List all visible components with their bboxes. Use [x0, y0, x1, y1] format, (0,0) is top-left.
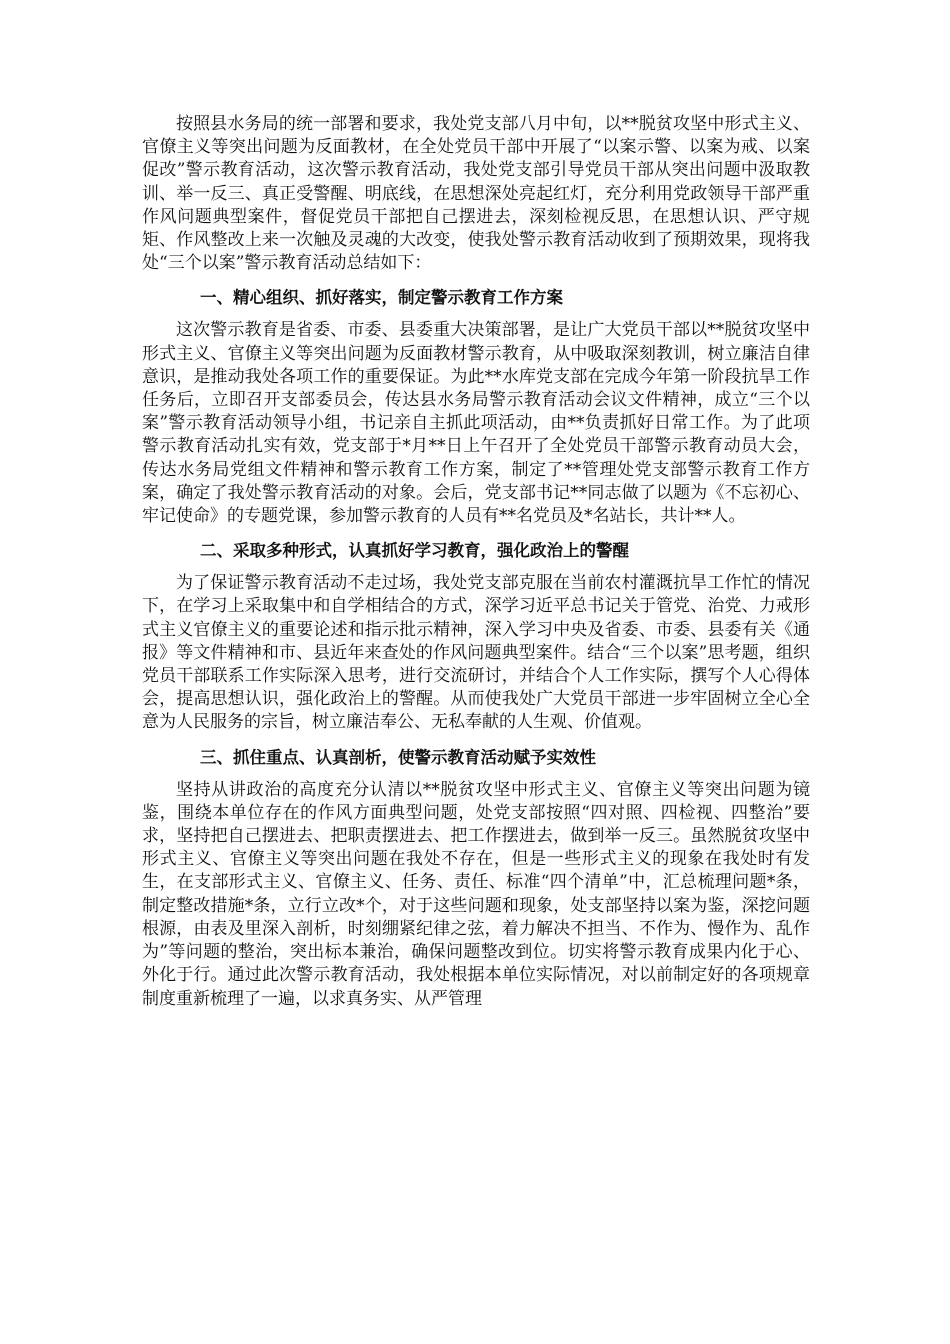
section-3-heading: 三、抓住重点、认真剖析，使警示教育活动赋予实效性 [200, 747, 596, 767]
section-1-paragraph: 这次警示教育是省委、市委、县委重大决策部署，是让广大党员干部以**脱贫攻坚中形式主义、官僚主义等突出问题为反面教材警示教育，从中吸取深刻教训，树立廉洁自律意识，是推动我处各项工作的重要保证。为此**水库党支部在完成今年第一阶段抗旱工作任务后，立即召开支部委员会，传达县水务局警示教育活动会议文件精神，成立“三个以案”警示教育活动领导小组，书记亲自主抓此项活动，由**负责抓好日常工作。为了此项警示教育活动扎实有效，党支部于*月**日上午召开了全处党员干部警示教育动员大会，传达水务局党组文件精神和警示教育工作方案，制定了**管理处党支部警示教育工作方案，确定了我处警示教育活动的对象。会后，党支部书记**同志做了以题为《不忘初心、牢记使命》的专题党课，参加警示教育的人员有**名党员及*名站长，共计**人。 [142, 320, 810, 527]
intro-paragraph: 按照县水务局的统一部署和要求，我处党支部八月中旬，以**脱贫攻坚中形式主义、官僚主义等突出问题为反面教材，在全处党员干部中开展了“以案示警、以案为戒、以案促改”警示教育活动，这次警示教育活动，我处党支部引导党员干部从突出问题中汲取教训、举一反三、真正受警醒、明底线，在思想深处亮起红灯，充分利用党政领导干部严重作风问题典型案件，督促党员干部把自己摆进去，深刻检视反思，在思想认识、严守规矩、作风整改上来一次触及灵魂的大改变，使我处警示教育活动收到了预期效果，现将我处“三个以案”警示教育活动总结如下： [142, 114, 810, 274]
document-body [142, 113, 810, 1011]
section-3-paragraph: 坚持从讲政治的高度充分认清以**脱贫攻坚中形式主义、官僚主义等突出问题为镜鉴，围绕本单位存在的作风方面典型问题，处党支部按照“四对照、四检视、四整治”要求，坚持把自己摆进去、把职责摆进去、把工作摆进去，做到举一反三。虽然脱贫攻坚中形式主义、官僚主义等突出问题在我处不存在，但是一些形式主义的现象在我处时有发生，在支部形式主义、官僚主义、任务、责任、标准“四个清单”中，汇总梳理问题*条，制定整改措施*条，立行立改*个，对于这些问题和现象，处支部坚持以案为鉴，深挖问题根源，由表及里深入剖析，时刻绷紧纪律之弦，着力解决不担当、不作为、慢作为、乱作为”等问题的整治，突出标本兼治，确保问题整改到位。切实将警示教育成果内化于心、外化于行。通过此次警示教育活动，我处根据本单位实际情况，对以前制定好的各项规章制度重新梳理了一遍，以求真务实、从严管理 [142, 779, 810, 1009]
section-2-paragraph: 为了保证警示教育活动不走过场，我处党支部克服在当前农村灌溉抗旱工作忙的情况下，在学习上采取集中和自学相结合的方式，深学习近平总书记关于管党、治党、力戒形式主义官僚主义的重要论述和指示批示精神，深入学习中央及省委、市委、县委有关《通报》等文件精神和市、县近年来查处的作风问题典型案件。结合“三个以案”思考题，组织党员干部联系工作实际深入思考，进行交流研讨，并结合个人工作实际，撰写个人心得体会，提高思想认识，强化政治上的警醒。从而使我处广大党员干部进一步牢固树立全心全意为人民服务的宗旨，树立廉洁奉公、无私奉献的人生观、价值观。 [142, 573, 810, 733]
section-2-heading: 二、采取多种形式，认真抓好学习教育，强化政治上的警醒 [200, 541, 629, 561]
section-1-heading: 一、精心组织、抓好落实，制定警示教育工作方案 [200, 288, 563, 308]
